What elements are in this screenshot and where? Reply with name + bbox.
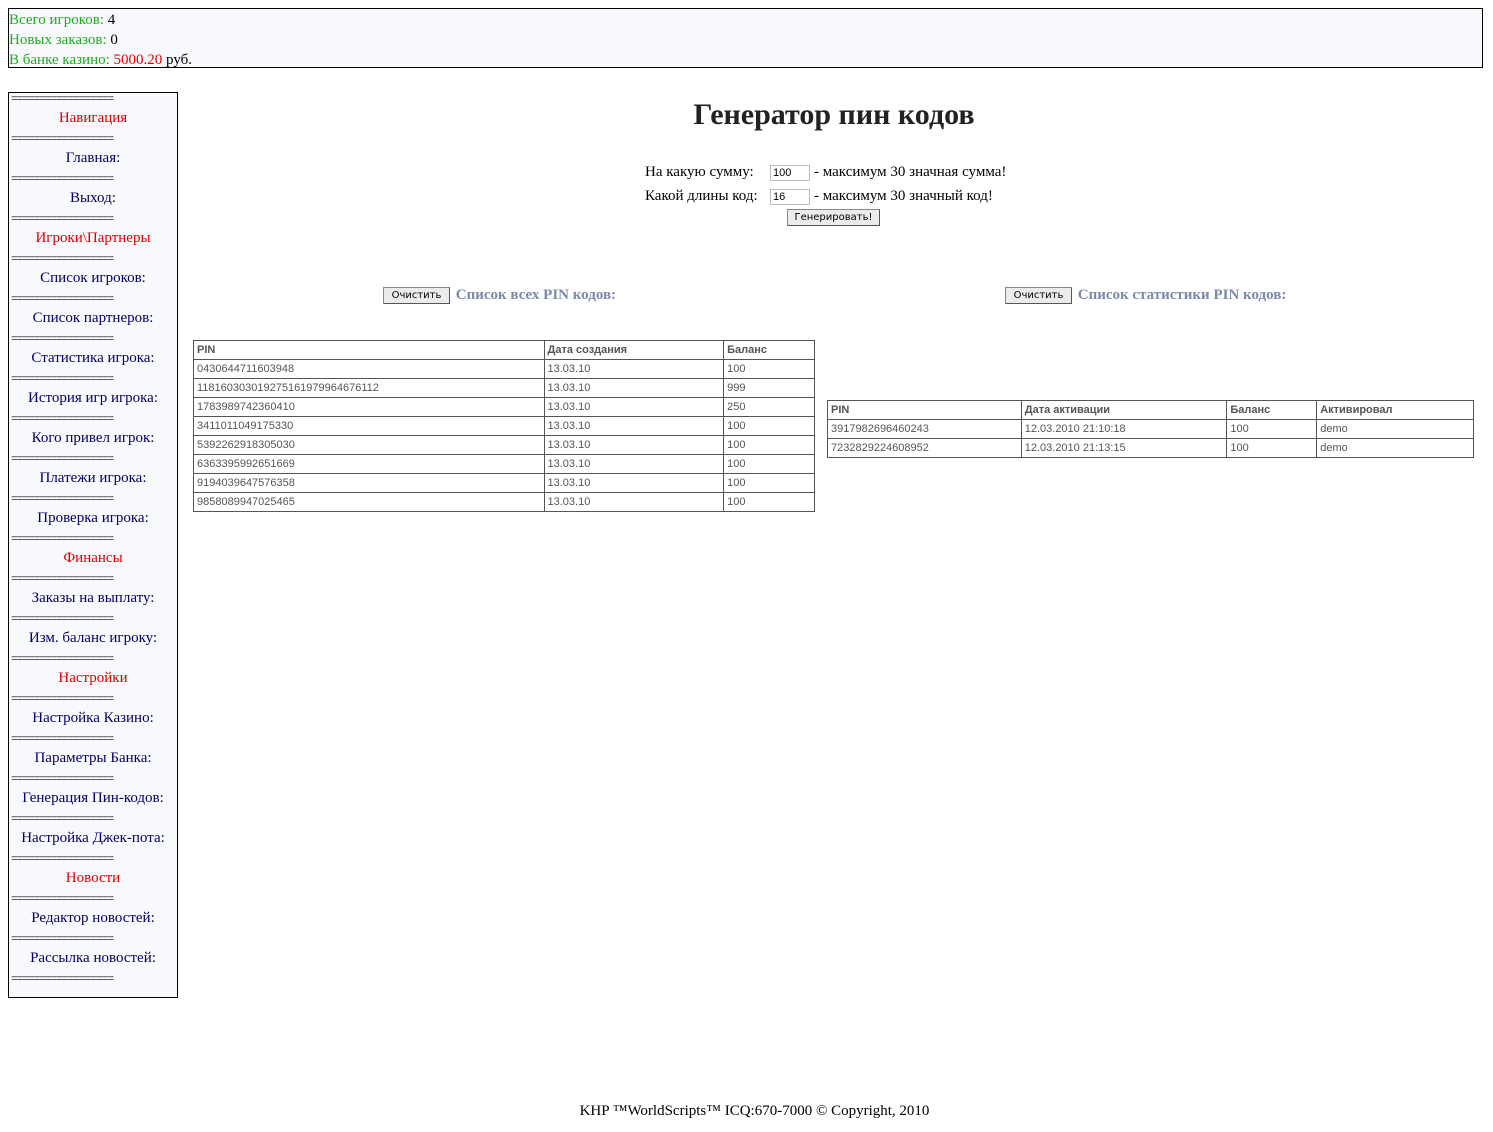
nav-separator: ================== <box>11 733 114 743</box>
table-cell: 100 <box>724 493 815 512</box>
nav-item-20[interactable]: Редактор новостей: <box>31 910 155 926</box>
nav-item-13[interactable]: Изм. баланс игроку: <box>28 630 158 646</box>
nav-separator: ================== <box>11 773 114 783</box>
generate-button[interactable]: Генерировать! <box>787 209 880 226</box>
nav-item-7[interactable]: История игр игрока: <box>27 390 159 406</box>
nav-item-4[interactable]: Список игроков: <box>40 270 146 286</box>
page-title: Генератор пин кодов <box>693 98 975 131</box>
table-cell: 9194039647576358 <box>194 474 545 493</box>
stats-list-header <box>1005 287 1286 304</box>
table-cell: 13.03.10 <box>544 417 724 436</box>
table-cell: 250 <box>724 398 815 417</box>
table-cell: 100 <box>724 436 815 455</box>
table-cell: 999 <box>724 379 815 398</box>
table-cell: 12.03.2010 21:13:15 <box>1021 439 1227 458</box>
nav-separator: ================== <box>11 93 114 103</box>
casino-bank-label: В банке казино: <box>9 52 110 68</box>
table-cell: 13.03.10 <box>544 436 724 455</box>
nav-section-3: Игроки\Партнеры <box>35 230 151 246</box>
clear-pins-button[interactable]: Очистить <box>383 287 450 304</box>
nav-item-18[interactable]: Настройка Джек-пота: <box>21 830 165 846</box>
nav-item-8[interactable]: Кого привел игрок: <box>31 430 155 446</box>
table-cell: 100 <box>724 455 815 474</box>
nav-separator: ================== <box>11 333 114 343</box>
footer-copyright: KHP ™WorldScripts™ ICQ:670-7000 © Copyright, 2010 <box>579 1103 930 1119</box>
amount-row <box>645 160 1006 184</box>
casino-bank-currency: руб. <box>166 52 193 68</box>
nav-item-9[interactable]: Платежи игрока: <box>39 470 147 486</box>
pins-table <box>193 340 815 512</box>
pins-col-header: PIN <box>194 341 545 360</box>
nav-section-0: Навигация <box>58 110 128 126</box>
nav-section-11: Финансы <box>63 550 123 566</box>
new-orders-row <box>9 30 1482 50</box>
table-cell: 12.03.2010 21:10:18 <box>1021 420 1227 439</box>
stats-col-header: PIN <box>828 401 1022 420</box>
new-orders-value: 0 <box>110 32 118 48</box>
stats-col-header: Баланс <box>1227 401 1317 420</box>
table-row <box>194 493 815 512</box>
nav-separator: ================== <box>11 613 114 623</box>
nav-separator: ================== <box>11 693 114 703</box>
nav-separator: ================== <box>11 973 114 983</box>
table-row <box>194 398 815 417</box>
table-cell: demo <box>1317 420 1474 439</box>
new-orders-label: Новых заказов: <box>9 32 107 48</box>
nav-item-1[interactable]: Главная: <box>65 150 121 166</box>
table-cell: 100 <box>724 360 815 379</box>
table-row <box>194 474 815 493</box>
table-cell: demo <box>1317 439 1474 458</box>
nav-separator: ================== <box>11 493 114 503</box>
nav-separator: ================== <box>11 813 114 823</box>
table-cell: 13.03.10 <box>544 493 724 512</box>
amount-note: - максимум 30 значная сумма! <box>814 164 1007 180</box>
table-cell: 100 <box>1227 439 1317 458</box>
casino-bank-value: 5000.20 <box>113 52 163 68</box>
players-count-row <box>9 10 1482 30</box>
amount-label: На какую сумму: <box>645 164 754 180</box>
pins-col-header: Дата создания <box>544 341 724 360</box>
table-row <box>828 439 1474 458</box>
table-cell: 100 <box>724 474 815 493</box>
table-cell: 100 <box>1227 420 1317 439</box>
nav-separator: ================== <box>11 173 114 183</box>
casino-bank-row <box>9 50 1482 70</box>
table-cell: 118160303019275161979964676112 <box>194 379 545 398</box>
nav-separator: ================== <box>11 573 114 583</box>
nav-item-15[interactable]: Настройка Казино: <box>32 710 154 726</box>
table-row <box>828 420 1474 439</box>
nav-item-16[interactable]: Параметры Банка: <box>34 750 152 766</box>
pin-generator-form <box>645 160 1006 208</box>
stats-col-header: Активировал <box>1317 401 1474 420</box>
table-row <box>194 379 815 398</box>
nav-separator: ================== <box>11 893 114 903</box>
stats-table <box>827 400 1474 458</box>
stats-header <box>8 8 1483 68</box>
nav-section-19: Новости <box>65 870 121 886</box>
nav-item-17[interactable]: Генерация Пин-кодов: <box>22 790 164 806</box>
table-cell: 5392262918305030 <box>194 436 545 455</box>
stats-header-row <box>828 401 1474 420</box>
stats-list-title: Список статистики PIN кодов: <box>1077 287 1287 303</box>
clear-stats-button[interactable]: Очистить <box>1005 287 1072 304</box>
nav-separator: ================== <box>11 213 114 223</box>
table-row <box>194 360 815 379</box>
length-row <box>645 184 1006 208</box>
nav-section-14: Настройки <box>58 670 128 686</box>
amount-input[interactable] <box>770 165 810 181</box>
table-cell: 13.03.10 <box>544 398 724 417</box>
table-cell: 100 <box>724 417 815 436</box>
players-count-label: Всего игроков: <box>9 12 104 28</box>
nav-item-6[interactable]: Статистика игрока: <box>31 350 155 366</box>
table-cell: 13.03.10 <box>544 360 724 379</box>
pins-list-header <box>383 287 616 304</box>
table-cell: 7232829224608952 <box>828 439 1022 458</box>
nav-separator: ================== <box>11 253 114 263</box>
nav-separator: ================== <box>11 413 114 423</box>
length-label: Какой длины код: <box>645 188 758 204</box>
length-note: - максимум 30 значный код! <box>814 188 993 204</box>
nav-item-10[interactable]: Проверка игрока: <box>37 510 149 526</box>
sidebar-nav <box>8 92 178 998</box>
pins-header-row <box>194 341 815 360</box>
table-cell: 1783989742360410 <box>194 398 545 417</box>
stats-col-header: Дата активации <box>1021 401 1227 420</box>
players-count-value: 4 <box>107 12 116 28</box>
nav-separator: ================== <box>11 453 114 463</box>
nav-separator: ================== <box>11 293 114 303</box>
nav-item-21[interactable]: Рассылка новостей: <box>30 950 156 966</box>
length-input[interactable] <box>770 189 810 205</box>
table-cell: 9858089947025465 <box>194 493 545 512</box>
table-row <box>194 436 815 455</box>
pins-list-title: Список всех PIN кодов: <box>455 287 617 303</box>
table-cell: 13.03.10 <box>544 474 724 493</box>
table-cell: 13.03.10 <box>544 455 724 474</box>
nav-item-12[interactable]: Заказы на выплату: <box>31 590 155 606</box>
nav-item-2[interactable]: Выход: <box>70 190 116 206</box>
table-cell: 3411011049175330 <box>194 417 545 436</box>
table-row <box>194 417 815 436</box>
table-cell: 6363395992651669 <box>194 455 545 474</box>
table-cell: 13.03.10 <box>544 379 724 398</box>
nav-separator: ================== <box>11 933 114 943</box>
pins-col-header: Баланс <box>724 341 815 360</box>
table-cell: 3917982696460243 <box>828 420 1022 439</box>
nav-separator: ================== <box>11 653 114 663</box>
table-row <box>194 455 815 474</box>
table-cell: 0430644711603948 <box>194 360 545 379</box>
nav-separator: ================== <box>11 133 114 143</box>
nav-separator: ================== <box>11 533 114 543</box>
nav-separator: ================== <box>11 373 114 383</box>
nav-item-5[interactable]: Список партнеров: <box>32 310 154 326</box>
nav-separator: ================== <box>11 853 114 863</box>
